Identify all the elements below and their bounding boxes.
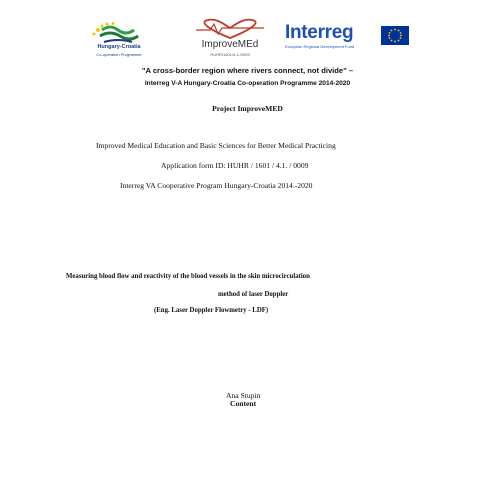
author: Ana Stupin	[226, 391, 261, 400]
hungary-croatia-logo	[88, 22, 148, 60]
improvemed-tagline: HUHR/1601/4.1./0009	[210, 52, 250, 57]
document-title-line3: (Eng. Laser Doppler Flowmetry - LDF)	[154, 307, 269, 314]
document-title-line1: Measuring blood flow and reactivity of the blood vessels in the skin microcirculation	[66, 273, 310, 280]
improvemed-logo	[190, 18, 270, 62]
document-title-line2: method of laser Doppler	[218, 291, 289, 298]
hungary-croatia-subtitle: Co-operation Programme	[96, 52, 142, 57]
interreg-subtitle: European Regional Development Fund	[285, 44, 355, 49]
interreg-logo	[285, 22, 410, 52]
improvemed-heart-icon	[190, 18, 270, 40]
project-title: Project ImproveMED	[212, 104, 283, 113]
project-subtitle: Improved Medical Education and Basic Sciences for Better Medical Practicing	[96, 141, 336, 150]
slogan: "A cross-border region where rivers connect, not divide" –	[141, 66, 354, 75]
hungary-croatia-name: Hungary-Croatia	[97, 44, 141, 50]
eu-flag-icon	[381, 26, 409, 45]
improvemed-name: ImproveMEd	[201, 39, 259, 50]
cooperative-program: Interreg VA Cooperative Program Hungary-Croatia 2014.-2020	[120, 181, 313, 190]
programme-line: Interreg V-A Hungary-Croatia Co-operation Programme 2014-2020	[144, 80, 351, 87]
content-heading: Content	[230, 399, 257, 408]
application-id: Application form ID: HUHR / 1601 / 4.1. / 0009	[161, 161, 309, 170]
interreg-name: Interreg	[285, 22, 354, 43]
